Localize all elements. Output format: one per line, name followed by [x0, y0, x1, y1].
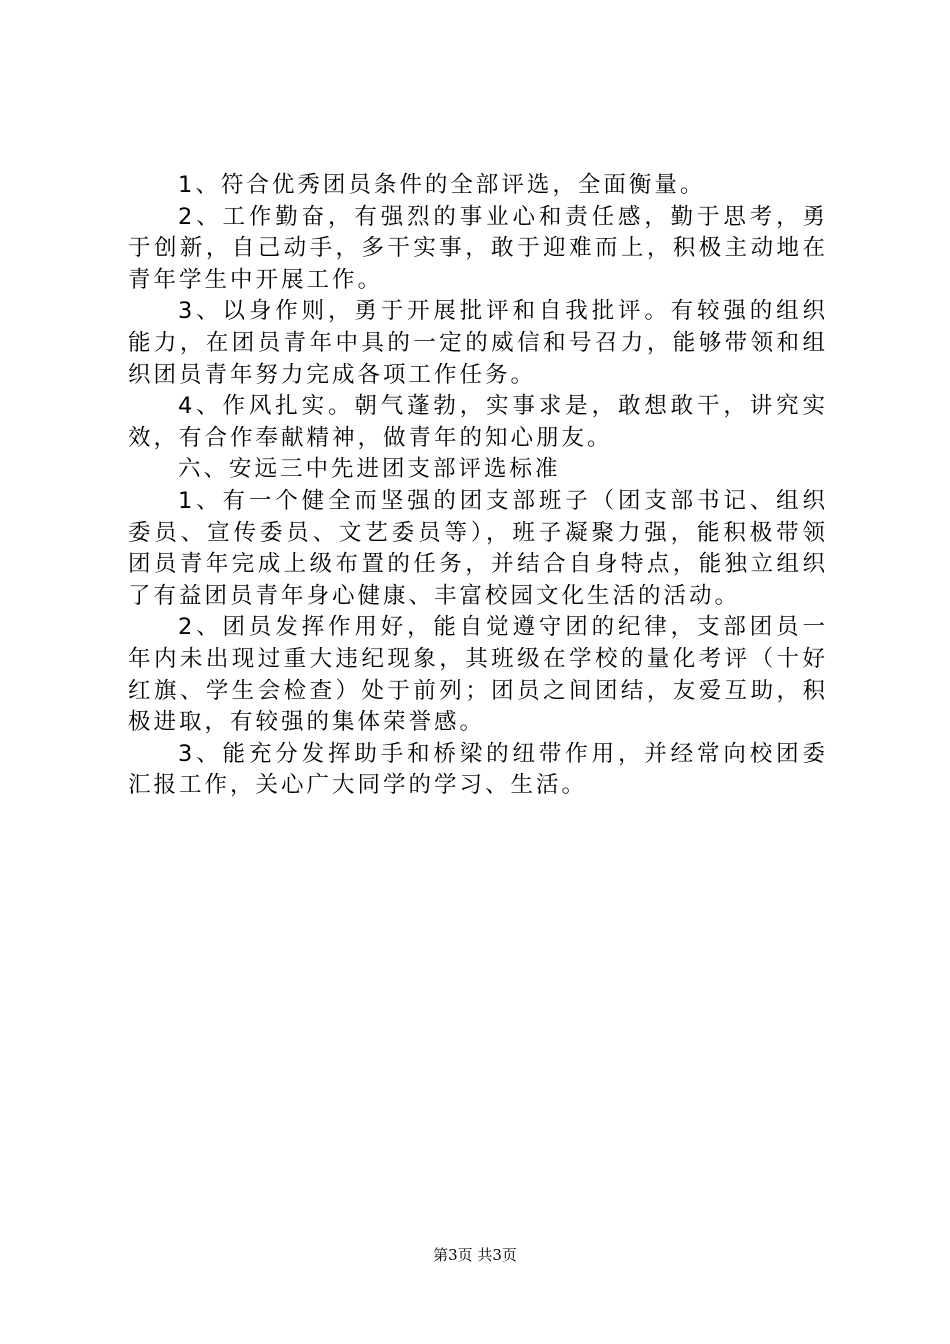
paragraph-criteria-2: 2、工作勤奋，有强烈的事业心和责任感，勤于思考，勇于创新，自己动手，多干实事，敢于迎难而上，积极主动地在青年学生中开展工作。	[128, 203, 828, 293]
paragraph-criteria-3: 3、以身作则，勇于开展批评和自我批评。有较强的组织能力，在团员青年中具的一定的威信和号召力，能够带领和组织团员青年努力完成各项工作任务。	[128, 298, 828, 388]
paragraph-branch-criteria-2: 2、团员发挥作用好，能自觉遵守团的纪律，支部团员一年内未出现过重大违纪现象，其班级在学校的量化考评（十好红旗、学生会检查）处于前列；团员之间团结，友爱互助，积极进取，有较强的集体荣誉感。	[128, 614, 828, 736]
section-heading: 六、安远三中先进团支部评选标准	[178, 456, 561, 483]
paragraph-criteria-4: 4、作风扎实。朝气蓬勃，实事求是，敢想敢干，讲究实效，有合作奉献精神，做青年的知心朋友。	[128, 393, 828, 451]
paragraph-branch-criteria-1: 1、有一个健全而坚强的团支部班子（团支部书记、组织委员、宣传委员、文艺委员等），班子凝聚力强，能积极带领团员青年完成上级布置的任务，并结合自身特点，能独立组织了有益团员青年身心健康、丰富校园文化生活的活动。	[128, 487, 828, 609]
document-body	[128, 170, 828, 802]
paragraph-branch-criteria-3: 3、能充分发挥助手和桥梁的纽带作用，并经常向校团委汇报工作，关心广大同学的学习、生活。	[128, 740, 828, 799]
page-number-footer: 第3页 共3页	[433, 1246, 517, 1264]
paragraph-criteria-1: 1、符合优秀团员条件的全部评选，全面衡量。	[178, 172, 706, 198]
